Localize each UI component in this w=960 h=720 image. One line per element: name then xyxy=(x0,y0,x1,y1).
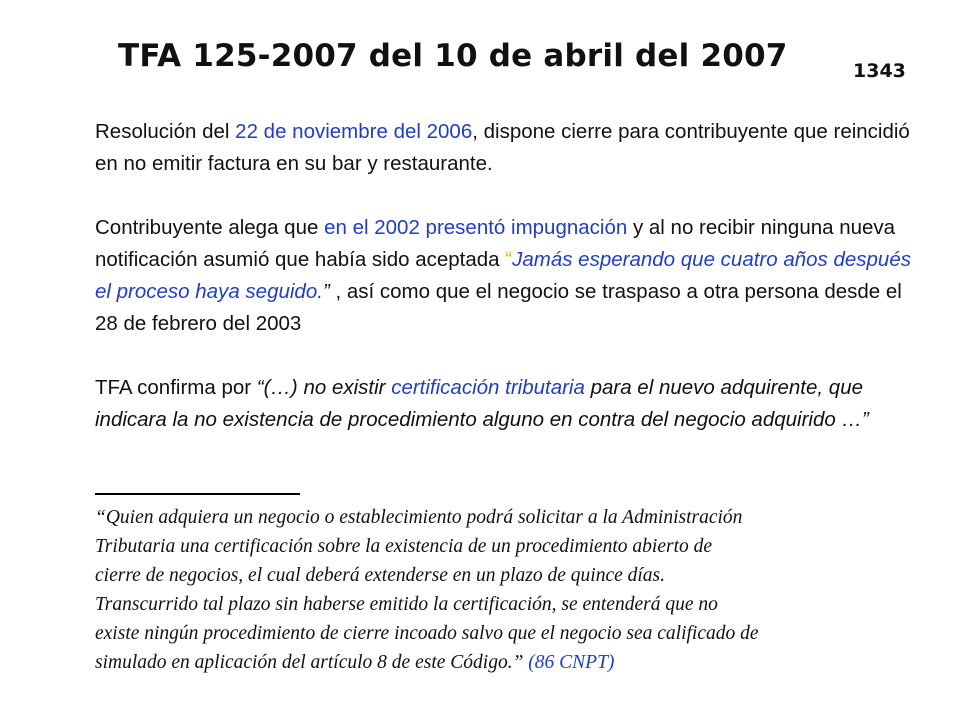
footnote-line: Transcurrido tal plazo sin haberse emitido la certificación, se entenderá que no xyxy=(95,594,718,615)
footnote-quote xyxy=(95,503,935,677)
footnote-line: Tributaria una certificación sobre la existencia de un procedimiento abierto de xyxy=(95,536,713,557)
p2-text-3: , así como que el negocio se traspaso a otra persona desde el 28 de febrero del 2003 xyxy=(95,280,902,335)
footnote-line: cierre de negocios, el cual deberá extenderse en un plazo de quince días. xyxy=(95,565,666,586)
paragraph-resolution xyxy=(95,116,925,180)
p3-italic-2: para el nuevo adquirente, que indicara la no existencia de procedimiento alguno en contra del negocio adquirido …” xyxy=(95,376,869,431)
slide-title: TFA 125-2007 del 10 de abril del 2007 xyxy=(118,38,788,74)
slide-number: 1343 xyxy=(853,60,906,82)
p2-quote-text: Jamás esperando que cuatro años después el proceso haya seguido. xyxy=(95,248,911,303)
p2-quote-close: ” xyxy=(322,280,330,303)
p1-text-1: Resolución del xyxy=(95,120,236,143)
p2-text-2: y al no recibir ninguna nueva notificación asumió que había sido aceptada xyxy=(95,216,896,271)
paragraph-allegation xyxy=(95,212,925,340)
footnote-last-line xyxy=(95,648,935,677)
footnote-citation: (86 CNPT) xyxy=(528,652,615,673)
p2-text-1: Contribuyente alega que xyxy=(95,216,325,239)
p3-highlight: certificación tributaria xyxy=(391,376,585,399)
footnote-line: existe ningún procedimiento de cierre incoado salvo que el negocio sea calificado de xyxy=(95,623,759,644)
footnote-divider xyxy=(95,493,300,495)
paragraph-confirmation xyxy=(95,372,925,436)
p1-text-2: , dispone cierre para contribuyente que reincidió en no emitir factura en su bar y restaurante. xyxy=(95,120,910,175)
footnote-line: “Quien adquiera un negocio o establecimiento podrá solicitar a la Administración xyxy=(95,507,743,528)
footnote-line: simulado en aplicación del artículo 8 de este Código.” xyxy=(95,652,529,673)
p3-italic-1: “(…) no existir xyxy=(256,376,392,399)
p1-date-highlight: 22 de noviembre del 2006 xyxy=(235,120,473,143)
p2-quote-open: “ xyxy=(505,248,513,271)
p3-text-1: TFA confirma por xyxy=(95,376,257,399)
p2-highlight: en el 2002 presentó impugnación xyxy=(324,216,628,239)
